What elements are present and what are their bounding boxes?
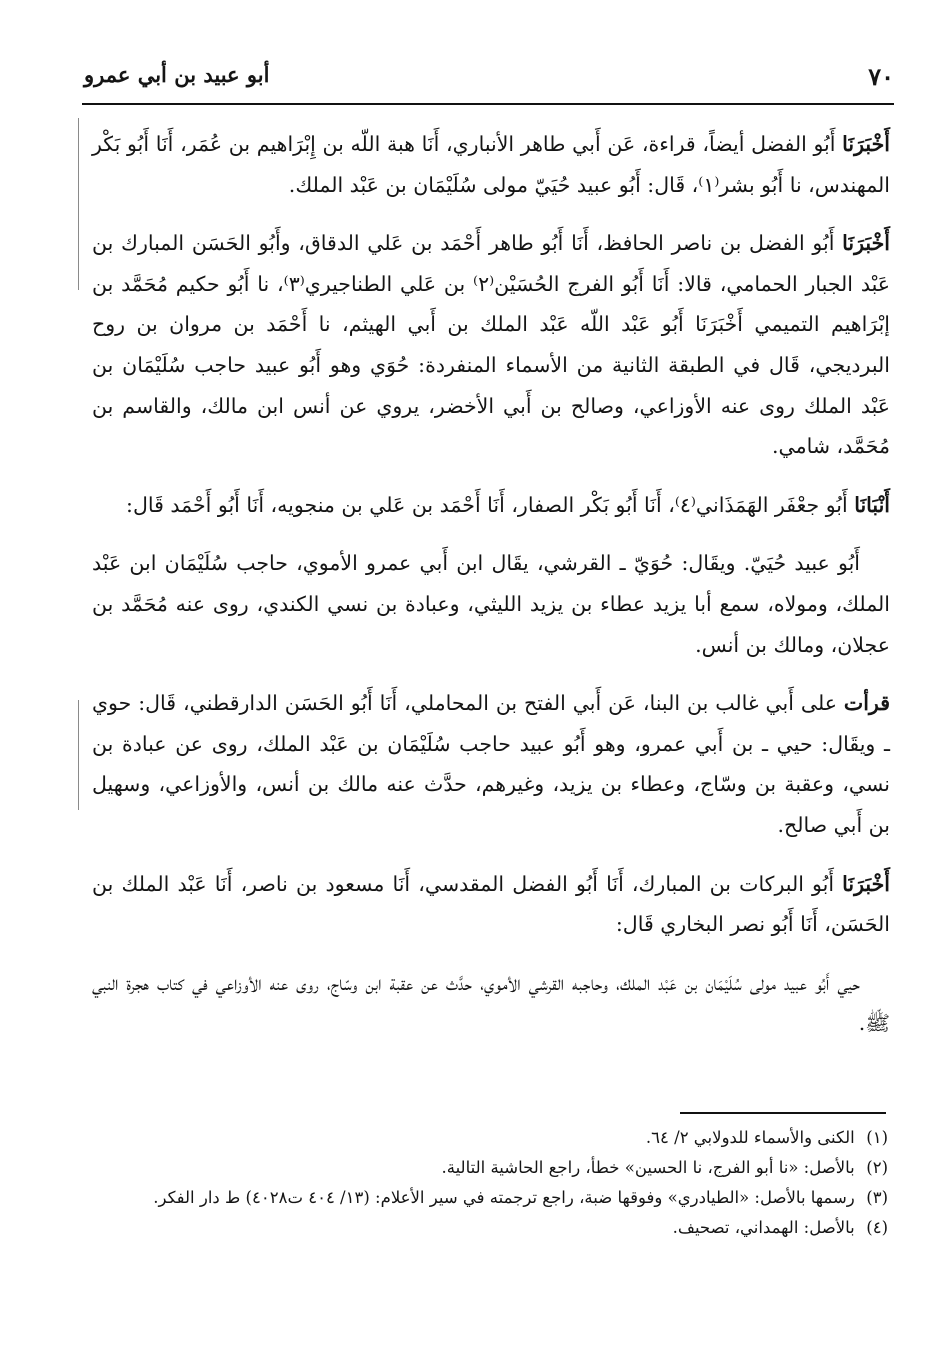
footnote-number: (٤): [866, 1218, 888, 1237]
paragraph-text: أَبُو الفضل بن ناصر الحافظ، أَنَا أَبُو طاهر أَحْمَد بن عَلي الدقاق، وأَبُو الحَسَن المبارك بن عَبْد الجبار الحمامي، قالا: أَنَا أَبُو الفرج الحُسَيْن⁽٢⁾ بن عَلي الطناجيري⁽٣⁾، نا أَبُو حكيم مُحَمَّد بن إبْرَاهيم التميمي أَخْبَرَنَا أَبُو عَبْد اللّه عَبْد الملك بن أَبي الهيثم، نا أَحْمَد بن مروان بن روح البرديجي، قَال في الطبقة الثانية من الأسماء المنفردة: حُوَي وهو أَبُو عبيد حاجب سُلَيْمَان بن عَبْد الملك روى عنه الأوزاعي، وصالح بن أَبي الأخضر، يروي عن أنس ابن مالك، والقاسم بن مُحَمَّد، شامي.: [92, 231, 890, 459]
main-text: [92, 124, 890, 1044]
footnote: [92, 1153, 888, 1183]
footnote-number: (٢): [866, 1158, 888, 1177]
paragraph: [92, 543, 890, 665]
paragraph-lead: أَخْبَرَنَا: [842, 871, 890, 896]
paragraph-text: على أَبي غالب بن البنا، عَن أَبي الفتح بن المحاملي، أَنَا أَبُو الحَسَن الدارقطني، قَال: حوي ـ ويقَال: حيي ـ بن أَبي عمرو، وهو أَبُو عبيد حاجب سُلَيْمَان بن عَبْد الملك، روى عن عبادة بن نسي، وعقبة بن وسّاج، وعطاء بن يزيد، وغيرهم، حدَّث عنه مالك بن أنس، والأوزاعي، وسهيل بن أَبي صالح.: [92, 691, 890, 837]
footnote-text: بالأصل: الهمداني، تصحيف.: [672, 1218, 855, 1237]
scan-margin-line: [78, 700, 79, 810]
page-header: [80, 60, 896, 100]
paragraph-lead: أَخْبَرَنَا: [842, 231, 890, 256]
paragraph: [92, 124, 890, 205]
paragraph-lead: أَنْبَانَا: [854, 492, 890, 517]
paragraph-text: أَبُو عبيد حُيَيّ. ويقَال: حُوَيّ ـ القرشي، يقَال ابن أَبي عمرو الأموي، حاجب سُلَيْمَان ابن عَبْد الملك، ومولاه، سمع أبا يزيد عطاء بن يزيد الليثي، وعبادة بن نسي الكندي، روى عنه مُحَمَّد بن عجلان، ومالك بن أنس.: [92, 551, 890, 657]
paragraph-text: حيي أَبُو عبيد مولى سُلَيْمَان بن عَبْد الملك، وحاجبه القرشي الأموي، حدَّث عن عقبة ابن وسّاج، روى عنه الأوزاعي في كتاب هجرة النبي ﷺ.: [92, 970, 890, 1036]
footnote-number: (١): [866, 1128, 888, 1147]
paragraph-text: أَبُو البركات بن المبارك، أَنَا أَبُو الفضل المقدسي، أَنَا مسعود بن ناصر، أَنَا عَبْد الملك بن الحَسَن، أَنَا أَبُو نصر البخاري قَال:: [92, 871, 890, 937]
header-rule: [82, 103, 894, 105]
paragraph: [92, 683, 890, 845]
paragraph: [92, 864, 890, 945]
running-title: أبو عبيد بن أبي عمرو: [84, 62, 270, 87]
footnote: [92, 1213, 888, 1243]
scan-margin-line: [78, 118, 79, 290]
page-number: ٧٠: [868, 62, 894, 91]
footnote-text: بالأصل: «نا أبو الفرج، نا الحسين» خطأ، راجع الحاشية التالية.: [441, 1158, 855, 1177]
footnotes: [92, 1123, 888, 1243]
paragraph-text: أَبُو الفضل أيضاً، قراءة، عَن أَبي طاهر الأنباري، أَنَا هبة اللّه بن إِبْرَاهيم بن عُمَر، أَنَا أَبُو بَكْر المهندس، نا أَبُو بشر⁽١⁾، قَال: أَبُو عبيد حُيَيّ مولى سُلَيْمَان بن عَبْد الملك.: [92, 132, 890, 197]
footnote-text: رسمها بالأصل: «الطيادري» وفوقها ضبة، راجع ترجمته في سير الأعلام: (١٣/ ٤٠٤ ت٤٠٢٨) ط دار الفكر.: [153, 1188, 855, 1207]
paragraph: [92, 963, 890, 1044]
paragraph: [92, 485, 890, 526]
paragraph-lead: أَخْبَرَنَا: [842, 132, 890, 156]
paragraph-text: أَبُو جعْفَر الهَمَذَاني⁽٤⁾، أَنَا أَبُو بَكْر الصفار، أَنَا أَحْمَد بن عَلي بن منجويه، أَنَا أَبُو أَحْمَد قَال:: [126, 492, 855, 517]
footnote: [92, 1123, 888, 1153]
footnote-text: الكنى والأسماء للدولابي ٢/ ٦٤.: [645, 1128, 855, 1147]
footnote-number: (٣): [866, 1188, 888, 1207]
paragraph-lead: قرأت: [843, 691, 890, 716]
paragraph: [92, 223, 890, 467]
footnote-rule: [680, 1112, 886, 1114]
footnote: [92, 1183, 888, 1213]
